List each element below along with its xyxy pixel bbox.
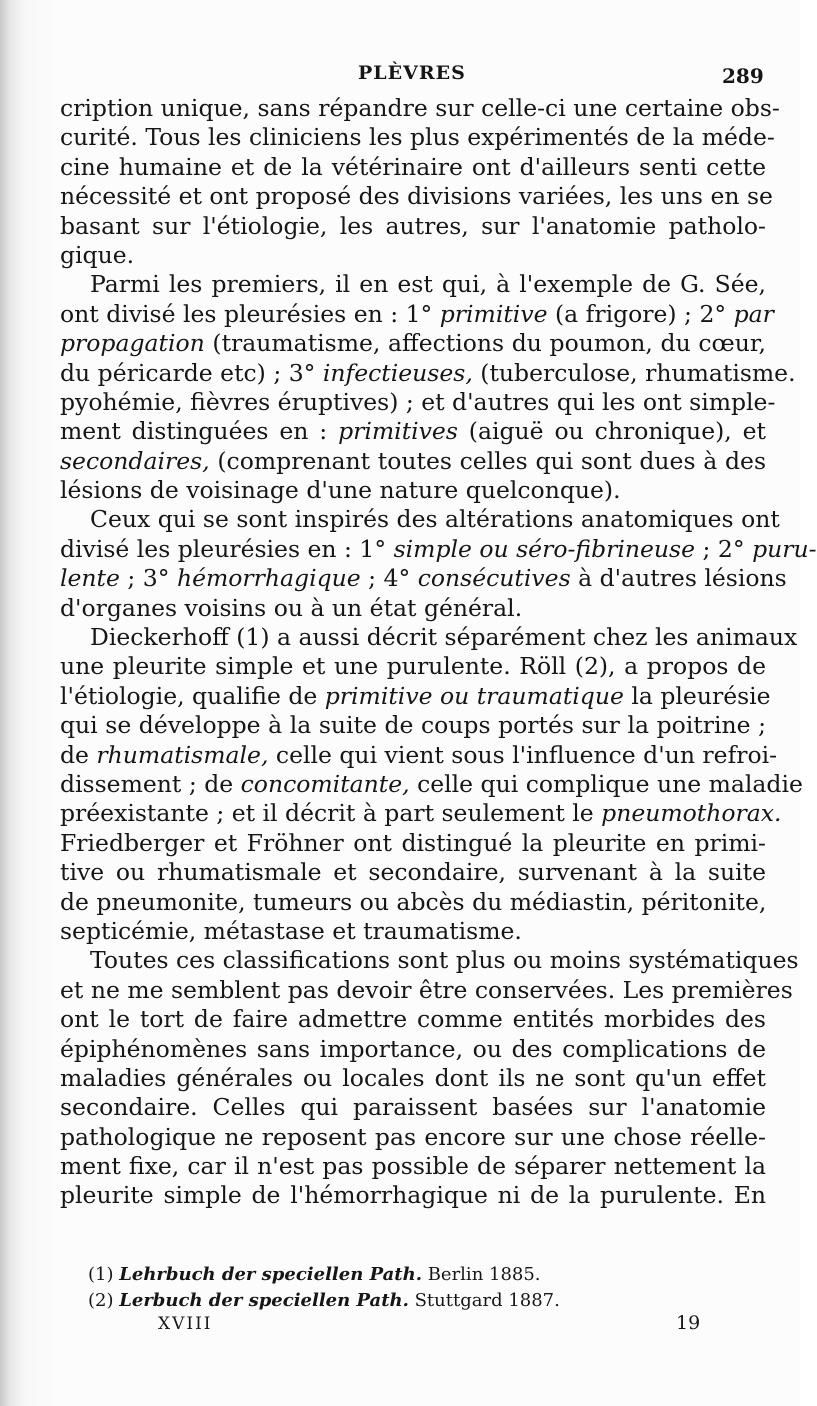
text-line: maladies générales ou locales dont ils ne sont qu'un effet [60, 1063, 766, 1092]
footnote: (1) Lehrbuch der speciellen Path. Berlin 1885. [88, 1264, 541, 1285]
text-line: et ne me semblent pas devoir être conservées. Les premières [60, 975, 793, 1004]
text-line: du péricarde etc) ; 3° infectieuses, (tuberculose, rhumatisme. [60, 358, 796, 387]
text-line: épiphénomènes sans importance, ou des complications de [60, 1034, 766, 1063]
footnote-title: Lerbuch der speciellen Path. [119, 1290, 409, 1311]
text-line: septicémie, métastase et traumatisme. [60, 916, 522, 945]
page-footer [0, 1310, 800, 1340]
italic-term: simple ou séro-fibrineuse [393, 534, 696, 563]
italic-term: consécutives [417, 564, 571, 593]
text-line: nécessité et ont proposé des divisions variées, les uns en se [60, 182, 773, 211]
text-line: tive ou rhumatismale et secondaire, survenant à la suite [60, 858, 766, 887]
footnote-title: Lehrbuch der speciellen Path. [119, 1264, 422, 1285]
text-line: lésions de voisinage d'une nature quelconque). [60, 476, 621, 505]
paragraph-start-line: Parmi les premiers, il en est qui, à l'exemple de G. Sée, [90, 270, 766, 299]
text-line: propagation (traumatisme, affections du poumon, du cœur, [60, 329, 766, 358]
paragraph-start-line: Toutes ces classifications sont plus ou moins systématiques [90, 946, 799, 975]
italic-term: propagation [60, 329, 205, 358]
italic-term: lente [60, 564, 120, 593]
running-title: PLÈVRES [358, 62, 466, 84]
text-line: secondaire. Celles qui paraissent basées sur l'anatomie [60, 1093, 766, 1122]
footnote: (2) Lerbuch der speciellen Path. Stuttgard 1887. [88, 1290, 560, 1311]
italic-term: rhumatismale, [96, 740, 269, 769]
italic-term: concomitante, [240, 769, 410, 798]
text-line: ment distinguées en : primitives (aiguë ou chronique), et [60, 417, 766, 446]
paragraph-start-line: Ceux qui se sont inspirés des altérations anatomiques ont [90, 505, 780, 534]
italic-term: primitive ou traumatique [324, 681, 624, 710]
italic-term: pneumothorax. [601, 799, 782, 828]
text-line: cine humaine et de la vétérinaire ont d'ailleurs senti cette [60, 152, 766, 181]
text-line: secondaires, (comprenant toutes celles qui sont dues à des [60, 446, 766, 475]
text-line: cription unique, sans répandre sur celle-ci une certaine obs- [60, 94, 780, 122]
italic-term: primitive [439, 299, 548, 328]
text-line: une pleurite simple et une purulente. Röll (2), a propos de [60, 652, 766, 681]
text-line: ment fixe, car il n'est pas possible de séparer nettement la [60, 1152, 766, 1181]
text-line: qui se développe à la suite de coups portés sur la poitrine ; [60, 711, 766, 740]
page-number: 289 [722, 64, 764, 88]
text-line: ont le tort de faire admettre comme entités morbides des [60, 1005, 766, 1034]
text-line: basant sur l'étiologie, les autres, sur l'anatomie patholo- [60, 211, 766, 240]
text-line: pathologique ne reposent pas encore sur une chose réelle- [60, 1122, 766, 1151]
text-line: dissement ; de concomitante, celle qui complique une maladie [60, 769, 803, 798]
footnotes [88, 1262, 768, 1314]
italic-term: par [733, 299, 774, 328]
italic-term: primitives [338, 417, 458, 446]
text-line: d'organes voisins ou à un état général. [60, 593, 523, 622]
page-header [0, 56, 800, 96]
text-line: curité. Tous les cliniciens les plus expérimentés de la méde- [60, 123, 775, 152]
text-line: l'étiologie, qualifie de primitive ou traumatique la pleurésie [60, 681, 771, 710]
body-text [60, 94, 817, 1211]
paragraph-start-line: Dieckerhoff (1) a aussi décrit séparément chez les animaux [90, 623, 798, 652]
text-line: pleurite simple de l'hémorrhagique ni de la purulente. En [60, 1181, 766, 1210]
text-line: divisé les pleurésies en : 1° simple ou séro-fibrineuse ; 2° puru- [60, 534, 817, 563]
italic-term: hémorrhagique [176, 564, 361, 593]
text-line: lente ; 3° hémorrhagique ; 4° consécutives à d'autres lésions [60, 564, 787, 593]
text-line: de pneumonite, tumeurs ou abcès du médiastin, péritonite, [60, 887, 767, 916]
italic-term: puru- [752, 534, 817, 563]
italic-term: infectieuses, [322, 358, 473, 387]
sheet-number: 19 [676, 1312, 701, 1334]
text-line: préexistante ; et il décrit à part seulement le pneumothorax. [60, 799, 782, 828]
text-line: ont divisé les pleurésies en : 1° primitive (a frigore) ; 2° par [60, 299, 774, 328]
text-line: pyohémie, fièvres éruptives) ; et d'autres qui les ont simple- [60, 387, 776, 416]
text-line: de rhumatismale, celle qui vient sous l'influence d'un refroi- [60, 740, 778, 769]
text-line: Friedberger et Fröhner ont distingué la pleurite en primi- [60, 828, 766, 857]
printer-signature: XVIII [158, 1314, 213, 1334]
italic-term: secondaires, [60, 446, 210, 475]
text-line: gique. [60, 240, 135, 269]
